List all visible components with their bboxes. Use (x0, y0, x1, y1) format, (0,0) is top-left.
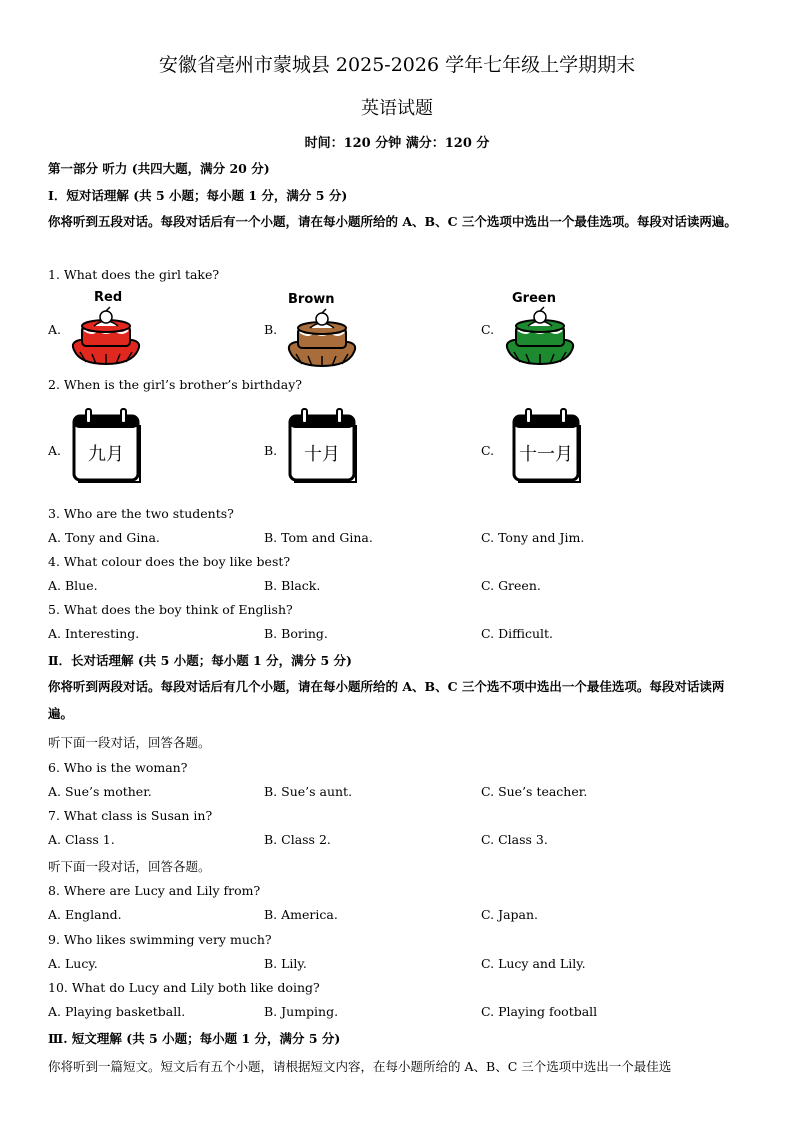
exam-subtitle: 英语试题 (361, 98, 433, 119)
listen-instruction-2: 听下面一段对话，回答各题。 (48, 859, 211, 874)
q3-stem: 3. Who are the two students? (48, 506, 234, 521)
q6-option-a: A. Sue’s mother. (48, 784, 152, 799)
part1-heading: 第一部分 听力 (共四大题，满分 20 分) (48, 161, 270, 176)
section1-instructions: 你将听到五段对话。每段对话后有一个小题，请在每小题所给的 A、B、C 三个选项中选出一个最佳选项。每段对话读两遍。 (48, 214, 737, 229)
q6-option-b: B. Sue’s aunt. (264, 784, 353, 799)
calendar-november-icon (510, 406, 582, 486)
q4-option-c: C. Green. (481, 578, 541, 593)
q5-stem: 5. What does the boy think of English? (48, 602, 293, 617)
q2-stem: 2. When is the girl’s brother’s birthday? (48, 377, 302, 392)
calendar-november-label: 十一月 (519, 444, 573, 465)
q3-option-b: B. Tom and Gina. (264, 530, 373, 545)
section3-heading: Ⅲ. 短文理解 (共 5 小题；每小题 1 分，满分 5 分) (48, 1031, 341, 1046)
q10-option-b: B. Jumping. (264, 1004, 339, 1019)
exam-meta: 时间：120 分钟 满分：120 分 (304, 136, 490, 151)
q1-option-c-letter: C. (481, 322, 495, 337)
q8-option-c: C. Japan. (481, 907, 539, 922)
q1-option-a-letter: A. (48, 322, 62, 337)
calendar-october-icon (286, 406, 358, 486)
q5-option-c: C. Difficult. (481, 626, 554, 641)
q6-stem: 6. Who is the woman? (48, 760, 188, 775)
calendar-october-label: 十月 (304, 444, 340, 465)
q7-option-c: C. Class 3. (481, 832, 548, 847)
q9-stem: 9. Who likes swimming very much? (48, 932, 272, 947)
q8-option-b: B. America. (264, 907, 338, 922)
listen-instruction-1: 听下面一段对话，回答各题。 (48, 735, 211, 750)
cake-brown-caption: Brown (288, 292, 335, 307)
section2-heading: Ⅱ．长对话理解 (共 5 小题；每小题 1 分，满分 5 分) (48, 653, 352, 668)
q3-option-c: C. Tony and Jim. (481, 530, 585, 545)
q2-option-a-letter: A. (48, 443, 62, 458)
q8-option-a: A. England. (48, 907, 122, 922)
cake-red-caption: Red (94, 290, 123, 305)
q2-option-b-letter: B. (264, 443, 278, 458)
q8-stem: 8. Where are Lucy and Lily from? (48, 883, 261, 898)
q2-option-c-letter: C. (481, 443, 495, 458)
q7-stem: 7. What class is Susan in? (48, 808, 213, 823)
q5-option-a: A. Interesting. (48, 626, 140, 641)
section1-heading: Ⅰ．短对话理解 (共 5 小题；每小题 1 分，满分 5 分) (48, 188, 348, 203)
section3-instructions: 你将听到一篇短文。短文后有五个小题，请根据短文内容，在每小题所给的 A、B、C 三个选项中选出一个最佳选 (48, 1059, 672, 1074)
section2-instructions: 你将听到两段对话。每段对话后有几个小题，请在每小题所给的 A、B、C 三个选不项中选出一个最佳选项。每段对话读两遍。 (48, 679, 725, 721)
q3-option-a: A. Tony and Gina. (48, 530, 160, 545)
q1-stem: 1. What does the girl take? (48, 267, 220, 282)
q6-option-c: C. Sue’s teacher. (481, 784, 588, 799)
cake-green-icon (500, 306, 580, 368)
cake-green-caption: Green (512, 291, 556, 306)
q7-option-a: A. Class 1. (48, 832, 115, 847)
q10-option-a: A. Playing basketball. (48, 1004, 186, 1019)
q4-option-a: A. Blue. (48, 578, 98, 593)
q9-option-b: B. Lily. (264, 956, 307, 971)
q10-option-c: C. Playing football (481, 1004, 598, 1019)
calendar-september-label: 九月 (88, 444, 124, 465)
q5-option-b: B. Boring. (264, 626, 328, 641)
q7-option-b: B. Class 2. (264, 832, 331, 847)
q4-stem: 4. What colour does the boy like best? (48, 554, 291, 569)
q9-option-c: C. Lucy and Lily. (481, 956, 586, 971)
cake-red-icon (66, 306, 146, 368)
cake-brown-icon (282, 308, 362, 370)
q10-stem: 10. What do Lucy and Lily both like doing? (48, 980, 320, 995)
q1-option-b-letter: B. (264, 322, 278, 337)
exam-title: 安徽省亳州市蒙城县 2025-2026 学年七年级上学期期末 (158, 54, 636, 76)
q9-option-a: A. Lucy. (48, 956, 98, 971)
q4-option-b: B. Black. (264, 578, 321, 593)
calendar-september-icon (70, 406, 142, 486)
